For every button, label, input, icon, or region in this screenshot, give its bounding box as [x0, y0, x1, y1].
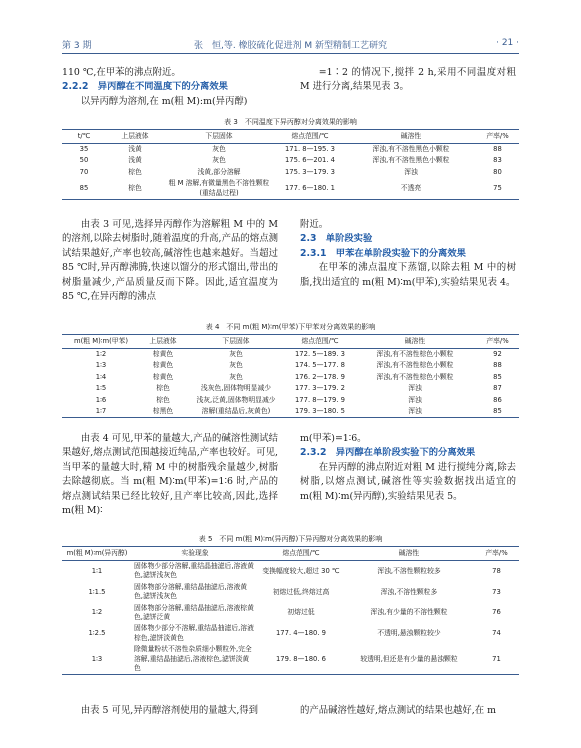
- table-cell: 83: [493, 156, 502, 165]
- table-cell: 35: [79, 145, 89, 153]
- table-cell: 灰色: [212, 156, 226, 165]
- table-cell: 85: [493, 372, 502, 381]
- column-header: 熔点范围/℃: [274, 130, 346, 144]
- table-cell: 较透明,但还是有少量的悬浊颗粒: [344, 644, 474, 675]
- table-cell: 75: [476, 178, 519, 199]
- table4-caption: 表 4 不同 m(粗 M)∶m(甲苯)下甲苯对分离效果的影响: [205, 323, 376, 331]
- table-cell: 浅灰,泛黄,固体物明显减少: [196, 395, 276, 404]
- column-header: m(粗 M)∶m(异丙醇): [62, 547, 132, 561]
- table-cell: 86: [493, 395, 502, 404]
- column-header: 上层液体: [106, 130, 164, 144]
- table-cell: 70: [79, 167, 89, 176]
- table3-caption: 表 3 不同温度下异丙醇对分离效果的影响: [224, 118, 357, 126]
- paragraph: 由表 5 可见,异丙醇溶剂使用的量越大,得到: [80, 705, 259, 716]
- table-cell: 177. 6—180. 1: [274, 178, 346, 199]
- table-cell: 76: [492, 608, 501, 617]
- table-cell: 溶解(重结晶后,灰黄色): [186, 406, 286, 418]
- text-line: m(甲苯)=1∶6。: [300, 433, 367, 444]
- table-row: [62, 561, 519, 582]
- table-row: [62, 623, 519, 644]
- column-header: 产率/%: [476, 130, 519, 144]
- table-cell: 85: [476, 406, 519, 418]
- table-cell: 浑浊,有不溶性棕色小颗粒: [376, 372, 454, 381]
- right-column-bottom: [300, 704, 516, 718]
- paragraph: 以异丙醇为溶剂,在 m(粗 M):m(异丙醇): [80, 95, 248, 107]
- section-heading-2-3: 2.3 单阶段实验: [300, 233, 373, 245]
- table-cell: 1∶3: [62, 644, 132, 675]
- column-header: 碱溶性: [346, 130, 476, 144]
- table-cell: 棕色: [128, 167, 142, 176]
- paragraph: 在异丙醇的沸点附近对粗 M 进行搅纯分离,除去树脂,以熔点测试,碱溶性等实验数据找出适宜的 m(粗 M)∶m(异丙醇),实验结果见表 5。: [300, 461, 516, 502]
- section-heading-2-3-2: 2.3.2 异丙醇在单阶段实验下的分离效果: [300, 447, 476, 459]
- table4: [62, 334, 519, 418]
- left-column-low: [62, 432, 278, 518]
- section-heading-2-3-1: 2.3.1 甲苯在单阶段实验下的分离效果: [300, 247, 466, 259]
- column-header: 碱溶性: [344, 547, 474, 561]
- table-cell: 179. 8—180. 6: [258, 644, 344, 675]
- table-cell: 171. 8—195. 3: [284, 145, 336, 153]
- table5-caption: 表 5 不同 m(粗 M)∶m(异丙醇)下异丙醇对分离效果的影响: [198, 535, 383, 543]
- table-cell: 174. 5—177. 8: [294, 361, 346, 370]
- section-heading-2-2-2: 2.2.2 异丙醇在不同温度下的分离效果: [62, 81, 228, 93]
- table-row: [62, 349, 519, 361]
- table-cell: 固体物少部分溶解,重结晶抽滤后,溶液黄色,滤饼浅灰色: [134, 562, 254, 580]
- table-cell: 不透明,悬浊颗粒较少: [377, 629, 441, 638]
- left-column-top: [62, 66, 278, 109]
- table-cell: 浑浊,有不溶性黑色小颗粒: [372, 145, 450, 153]
- table-cell: 灰色: [229, 350, 243, 358]
- table-row: [62, 603, 519, 624]
- table-cell: 灰色: [229, 361, 243, 370]
- table5: [62, 546, 519, 675]
- table-cell: 177. 8—179. 9: [294, 395, 346, 404]
- table-cell: 92: [493, 350, 502, 358]
- table-cell: 浑浊,有不溶性黑色小颗粒: [372, 156, 450, 165]
- table-cell: 175. 3—179. 3: [284, 167, 336, 176]
- table-cell: 50: [79, 156, 89, 165]
- table-cell: 灰色: [212, 145, 226, 153]
- table-cell: 浑浊: [354, 406, 476, 418]
- table-row: [62, 360, 519, 371]
- table-cell: 1∶5: [95, 384, 107, 393]
- table-row: [62, 144, 519, 156]
- table-cell: 浑浊,不溶性颗粒较多: [377, 566, 441, 575]
- table-cell: 80: [493, 167, 502, 176]
- table-cell: 88: [493, 145, 502, 153]
- table-header-row: [62, 335, 519, 349]
- table-cell: 棕色: [156, 395, 170, 404]
- table-cell: 固体物部分溶解,重结晶抽滤后,溶液棕黄色,滤饼泛黄: [134, 603, 254, 622]
- table-cell: 浑浊,有少量的不溶性颗粒: [370, 608, 448, 617]
- column-header: 下层固体: [164, 130, 274, 144]
- table-cell: 棕色: [106, 178, 164, 199]
- table-cell: 粗 M 溶解,有微量黑色不溶性颗粒(重结晶过程): [164, 178, 274, 199]
- table-cell: 85: [62, 178, 106, 199]
- table-cell: 177. 3—179. 2: [294, 384, 346, 393]
- table-row: [62, 178, 519, 199]
- column-header: 实验现象: [132, 547, 258, 561]
- table-cell: 浅黄: [128, 145, 142, 153]
- table-cell: 棕黑色: [140, 406, 186, 418]
- table-cell: 浑浊: [404, 167, 418, 176]
- column-header: m(粗 M)∶m(甲苯): [62, 335, 140, 349]
- table-row: [62, 395, 519, 406]
- running-title: 张 恒,等. 橡胶硫化促进剂 M 新型精制工艺研究: [193, 41, 388, 51]
- right-column-low: [300, 432, 516, 504]
- column-header: t/℃: [62, 130, 106, 144]
- paragraph: =1∶2 的情况下,搅拌 2 h,采用不同温度对粗 M 进行分离,结果见表 3。: [300, 67, 516, 93]
- table-cell: 71: [474, 644, 519, 675]
- table-row: [62, 383, 519, 394]
- left-column-mid: [62, 218, 278, 304]
- table-row: [62, 155, 519, 166]
- table-cell: 88: [493, 361, 502, 370]
- table3: [62, 129, 519, 200]
- table-cell: 不透亮: [346, 178, 476, 199]
- paragraph: 的产品碱溶性越好,熔点测试的结果也越好,在 m: [300, 705, 496, 716]
- text-line: 附近。: [300, 219, 329, 230]
- table-cell: 176. 2—178. 9: [294, 372, 346, 381]
- table-cell: 1∶3: [95, 361, 107, 370]
- table-cell: 浑浊: [408, 384, 422, 393]
- header-rule: [62, 53, 519, 54]
- column-header: 下层固体: [186, 335, 286, 349]
- right-column-mid: [300, 218, 516, 290]
- table-cell: 179. 3—180. 5: [286, 406, 354, 418]
- table-cell: 1∶7: [62, 406, 140, 418]
- table-cell: 1∶2.5: [88, 629, 106, 638]
- column-header: 产率/%: [476, 335, 519, 349]
- table-cell: 固体物少部分不溶解,重结晶抽滤后,溶液棕色,滤饼淡黄色: [134, 624, 254, 642]
- paragraph: 由表 3 可见,选择异丙醇作为溶解粗 M 中的 M 的溶剂,以除去树脂时,随着温度的升高,产品的熔点测试结果越好,产率也较高,碱溶性也越来越好。当超过 85 ℃时,异丙醇沸腾,快速以馏分的形式馏出,带出的树脂量减少,产品质量反而下降。因此,适宜温度为 85 ℃,在异丙醇的沸点: [62, 219, 278, 303]
- table-cell: 浑浊,有不溶性棕色小颗粒: [376, 361, 454, 370]
- table-row: [62, 582, 519, 603]
- table-cell: 浑浊: [408, 395, 422, 404]
- table-row: [62, 406, 519, 418]
- text-line: 110 ℃,在甲苯的沸点附近。: [62, 67, 181, 78]
- column-header: 产率/%: [474, 547, 519, 561]
- issue-number: 第 3 期: [62, 41, 92, 51]
- table-cell: 棕黄色: [152, 372, 174, 381]
- table-cell: 棕色: [156, 384, 170, 393]
- table-cell: 1∶2: [95, 350, 107, 358]
- table-cell: 浑浊,有不溶性棕色小颗粒: [376, 350, 454, 358]
- table-cell: 棕黄色: [152, 361, 174, 370]
- paragraph: 由表 4 可见,甲苯的量越大,产品的碱溶性测试结果越好,熔点测试范围越接近纯品,产率也较好。可见,当甲苯的量越大时,精 M 中的树脂残余量越少,树脂去除越彻底。当 m(粗 M)∶m(甲苯)=1∶6 时,产品的熔点测试结果已经比较好,且产率比较高,因此,选择 m(粗 M)∶: [62, 433, 278, 517]
- table-row: [62, 167, 519, 178]
- table-cell: 1∶4: [95, 372, 107, 381]
- column-header: 碱溶性: [354, 335, 476, 349]
- table-cell: 78: [492, 566, 501, 575]
- column-header: 熔点范围/℃: [258, 547, 344, 561]
- table-cell: 浅黄: [128, 156, 142, 165]
- right-column-top: [300, 66, 516, 95]
- table-cell: 175. 6—201. 4: [284, 156, 336, 165]
- table-cell: 1∶1: [91, 566, 103, 575]
- table-cell: 变换幅度较大,超过 30 ℃: [262, 566, 340, 575]
- table-cell: 浑浊,不溶性颗粒多: [380, 587, 438, 596]
- table-cell: 1∶1.5: [88, 587, 106, 596]
- table-header-row: [62, 130, 519, 144]
- column-header: 熔点范围/℃: [286, 335, 354, 349]
- table-row: [62, 644, 519, 675]
- table-cell: 初熔过低,终熔过高: [272, 587, 330, 596]
- table-cell: 灰色: [229, 372, 243, 381]
- page-number: · 21 ·: [496, 38, 519, 48]
- running-header: [62, 38, 519, 52]
- left-column-bottom: [62, 704, 278, 718]
- table-cell: 1∶6: [95, 395, 107, 404]
- table-cell: 浅灰色,固体物明显减少: [200, 384, 272, 393]
- table-cell: 172. 5—189. 3: [294, 350, 346, 358]
- table-header-row: [62, 547, 519, 561]
- table-row: [62, 372, 519, 383]
- table-cell: 棕黄色: [152, 350, 174, 358]
- paragraph: 在甲苯的沸点温度下蒸馏,以除去粗 M 中的树脂,找出适宜的 m(粗 M)∶m(甲苯),实验结果见表 4。: [300, 262, 516, 288]
- table-cell: 177. 4—180. 9: [275, 629, 327, 638]
- table-cell: 固体物部分溶解,重结晶抽滤后,溶液黄色,滤饼浅灰色: [134, 582, 248, 601]
- table-cell: 浅黄,部分溶解: [197, 167, 241, 176]
- table-cell: 1∶2: [91, 608, 103, 617]
- table-cell: 除微量粉状不溶性杂质细小颗粒外,完全溶解,重结晶抽滤后,溶液棕色,滤饼淡黄色: [132, 644, 258, 675]
- table-cell: 73: [492, 587, 501, 596]
- table-cell: 初熔过低: [287, 608, 315, 617]
- table-cell: 74: [492, 629, 501, 638]
- table-cell: 87: [493, 384, 502, 393]
- column-header: 上层液体: [140, 335, 186, 349]
